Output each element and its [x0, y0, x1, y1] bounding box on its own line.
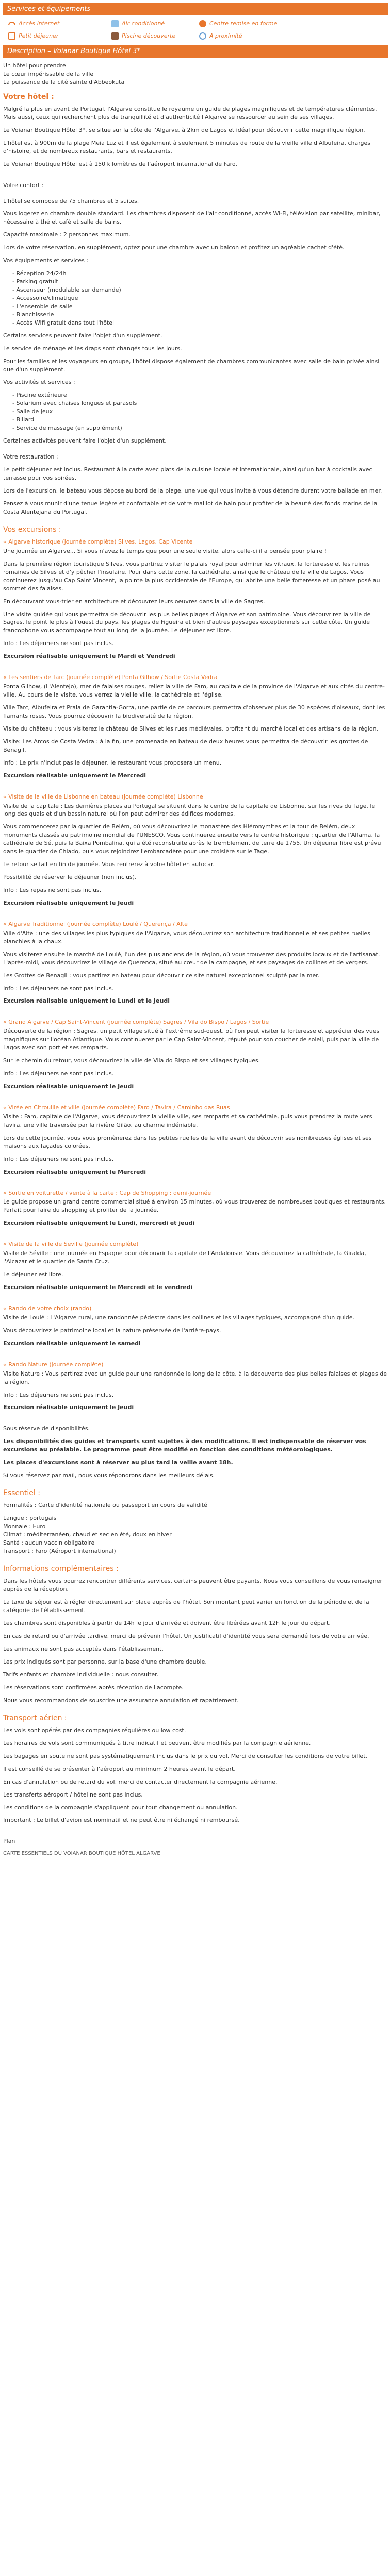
excursion-paragraph: En découvrant vous-trier en architecture et découvrez leurs oeuvres dans la ville de Sagres. — [3, 598, 265, 605]
excursion-title: « Visite de la ville de Lisbonne en bateau (journée complète) Lisbonne — [3, 793, 203, 800]
equipment-list: - Réception 24/24h - Parking gratuit - Ascenseur (modulable sur demande) - Accessoire/climatique - L'ensemble de salle - Blanchisserie - Accès Wifi gratuit dans tout l'hôtel — [12, 270, 121, 326]
hotel-section-title: Votre hôtel : — [3, 92, 54, 101]
breakfast-icon — [8, 32, 15, 40]
transport-paragraph: En cas d'annulation ou de retard du vol, merci de contacter directement la compagnie aérienne. — [3, 1778, 278, 1785]
info-paragraph: La taxe de séjour est à régler directement sur place auprès de l'hôtel. Son montant peut varier en fonction de la période et de la catégorie de l'établissement. — [3, 1599, 369, 1614]
info-paragraph: Les prix indiqués sont par personne, sur la base d'une chambre double. — [3, 1658, 207, 1665]
services-title-bar: Services et équipements — [3, 3, 388, 15]
info-paragraph: Tarifs enfants et chambre individuelle : nous consulter. — [3, 1671, 159, 1678]
service-label: A proximité — [209, 32, 242, 39]
service-label: Piscine découverte — [122, 32, 176, 39]
excursion-note: Info : Les déjeuners ne sont pas inclus. — [3, 640, 114, 647]
excursion-paragraph: Le guide propose un grand centre commercial situé à environ 15 minutes, où vous trouverez de nombreuses boutiques et restaurants. Parfait pour faire du shopping et profiter de la journée. — [3, 1198, 386, 1214]
excursion-paragraph: Le retour se fait en fin de journée. Vous rentrerez à votre hôtel en autocar. — [3, 861, 215, 868]
equipment-title: Vos équipements et services : — [3, 257, 89, 264]
comfort-paragraph: Lors de votre réservation, en supplément, optez pour une chambre avec un balcon et profitez un agréable cachet d'été. — [3, 244, 345, 251]
service-pool — [111, 32, 199, 40]
excursion-note: Info : Les déjeuners ne sont pas inclus. — [3, 985, 114, 992]
service-label: Accès internet — [19, 20, 60, 27]
restaurant-paragraph: Pensez à vous munir d'une tenue légère et confortable et de votre maillot de bain pour profiter de la beauté des fonds marins de la Costa Alentejana du Portugal. — [3, 500, 378, 515]
excursion-note: Info : Le prix n'inclut pas le déjeuner, le restaurant vous proposera un menu. — [3, 759, 222, 766]
excursion-title: « Algarve historique (journée complète) Silves, Lagos, Cap Vicente — [3, 538, 193, 545]
hotel-paragraph: Le Voianar Boutique Hôtel est à 150 kilomètres de l'aéroport international de Faro. — [3, 160, 237, 167]
excursion-paragraph: Une journée en Algarve... Si vous n'avez le temps que pour une seule visite, alors celle-ci il a pensée pour plaire ! — [3, 547, 327, 554]
excursion-paragraph: Vous commencerez par la quartier de Belém, où vous découvrirez le monastère des Hiéronymites et la tour de Belém, deux monuments classés au patrimoine mondial de l'UNESCO. Vous continuerez ensuite vers le centre historique : quartier de l'Alfama, la cathédrale de Sé, puis la Baixa Pombalina, qui a été reconstruite après le tremblement de terre de 1755. Un déjeuner libre est prévu dans le quartier de Chiado, puis vous rejoindrez l'embarcadère pour une croisière sur le Tage. — [3, 823, 381, 855]
service-air-conditioning — [111, 20, 199, 28]
restaurant-title: Votre restauration : — [3, 453, 58, 461]
transport-paragraph: Important : Le billet d'avion est nominatif et ne peut être ni échangé ni remboursé. — [3, 1817, 240, 1824]
excursion-paragraph: Ponta Gilhow, (L'Alentejo), mer de falaises rouges, reliez la ville de Faro, au capitale de la province de l'Algarve et aux cités du centre-ville. Au cours de la visite, vous verrez la vieille ville, la cathédrale et l'église. — [3, 683, 385, 699]
service-internet — [8, 20, 111, 28]
comfort-paragraph: L'hôtel se compose de 75 chambres et 5 suites. — [3, 197, 139, 205]
excursion-availability: Excursion réalisable uniquement le Mercredi — [3, 1168, 146, 1175]
essentials-intro: Formalités : Carte d'identité nationale ou passeport en cours de validité — [3, 1502, 207, 1509]
excursion-paragraph: Ville d'Alte : une des villages les plus typiques de l'Algarve, vous découvrirez son architecture traditionnelle et ses petites ruelles blanchies à la chaux. — [3, 929, 370, 945]
excursion-note: Info : Les déjeuners ne sont pas inclus. — [3, 1070, 114, 1077]
excursion-availability: Excursion réalisable uniquement le samedi — [3, 1340, 141, 1347]
essentials-title: Essentiel : — [3, 1489, 40, 1498]
excursions-footer: Sous réserve de disponibilités. — [3, 1425, 90, 1432]
excursion-paragraph: Ville Tarc, Albufeira et Praia de Garantia-Gorra, une partie de ce parcours permettra d'observer plus de 30 espèces d'oiseaux, dont les flamants roses. Vous pourrez découvrir la biodiversité de la région. — [3, 704, 385, 719]
hotel-paragraph: Le Voianar Boutique Hôtel 3*, se situe sur la côte de l'Algarve, à 2km de Lagos et idéal pour découvrir cette magnifique région. — [3, 126, 365, 133]
excursions-footer: Les places d'excursions sont à réserver au plus tard la veille avant 18h. — [3, 1459, 233, 1466]
restaurant-paragraph: Lors de l'excursion, le bateau vous dépose au bord de la plage, une vue qui vous invite à vous détendre durant votre ballade en mer. — [3, 487, 382, 494]
excursion-paragraph: Visite de Loulé : L'Algarve rural, une randonnée pédestre dans les collines et les villages typiques, accompagné d'un guide. — [3, 1314, 355, 1321]
excursion-paragraph: Une visite guidée qui vous permettra de découvrir les plus belles plages d'Algarve et son patrimoine. Vous découvrirez la ville de Sagres, le point le plus à l'ouest du pays, les plages de Figueira et bien d'autres paysages exceptionnels sur cette côte. Un guide francophone vous accompagne tout au long de la journée. Le déjeuner est libre. — [3, 611, 371, 634]
excursion-title: « Virée en Citrouille et ville (journée complète) Faro / Tavira / Caminho das Ruas — [3, 1104, 230, 1111]
excursion-paragraph: Visite de Séville : une journée en Espagne pour découvrir la capitale de l'Andalousie. Vous découvrirez la cathédrale, la Giralda, l'Alcazar et le quartier de Santa Cruz. — [3, 1250, 366, 1265]
hotel-paragraph: Malgré la plus en avant de Portugal, l'Algarve constitue le royaume un guide de plages magnifiques et de températures clémentes. Mais aussi, ceux qui recherchent plus de tranquillité et d'authenticité l'Algarve se ressourcer au sein de ses villages. — [3, 105, 377, 121]
transport-title: Transport aérien : — [3, 1714, 67, 1722]
excursion-note: Info : Les repas ne sont pas inclus. — [3, 887, 102, 894]
info-title: Informations complémentaires : — [3, 1565, 119, 1573]
excursions-footer: Si vous réservez par mail, nous vous répondrons dans les meilleurs délais. — [3, 1472, 215, 1479]
excursion-paragraph: Visite de la capitale : Les dernières places au Portugal se situent dans le centre de la capitale de Lisbonne, sur les rives du Tage, le long des quais et d'un bassin naturel où l'on peut admirer des édifices modernes. — [3, 802, 376, 818]
excursion-availability: Excursion réalisable uniquement le Mercredi et le vendredi — [3, 1284, 193, 1291]
transport-paragraph: Les horaires de vols sont communiqués à titre indicatif et peuvent être modifiés par la compagnie aérienne. — [3, 1739, 311, 1747]
wifi-icon — [8, 22, 15, 25]
service-fitness — [199, 20, 287, 28]
excursion-title: « Algarve Traditionnel (journée complète) Loulé / Querença / Alte — [3, 920, 188, 927]
excursion-paragraph: Possibilité de réserver le déjeuner (non inclus). — [3, 874, 137, 881]
excursion-title: « Rando Nature (journée complète) — [3, 1361, 104, 1368]
excursion-note: Info : Les déjeuners ne sont pas inclus. — [3, 1155, 114, 1162]
excursion-paragraph: Visite: Les Arcos de Costa Vedra : à la fin, une promenade en bateau de deux heures vous permettra de découvrir les grottes de Benagil. — [3, 738, 368, 753]
comfort-paragraph: Pour les familles et les voyageurs en groupe, l'hôtel dispose également de chambres communicantes avec salle de bain privée ainsi que d'un supplément. — [3, 358, 380, 373]
service-breakfast — [8, 32, 111, 40]
restaurant-paragraph: Le petit déjeuner est inclus. Restaurant à la carte avec plats de la cuisine locale et internationale, ainsi qu'un bar à cocktails avec terrasse pour vos soirées. — [3, 466, 372, 481]
info-paragraph: Les chambres sont disponibles à partir de 14h le jour d'arrivée et doivent être libérées avant 12h le jour du départ. — [3, 1620, 331, 1627]
service-label: Centre remise en forme — [209, 20, 278, 27]
excursion-title: « Rando de votre choix (rando) — [3, 1304, 92, 1312]
excursion-paragraph: Les Grottes de Benagil : vous partirez en bateau pour découvrir ce site naturel exceptionnel sculpté par la mer. — [3, 972, 320, 979]
service-nearby — [199, 32, 287, 40]
transport-paragraph: Les transferts aéroport / hôtel ne sont pas inclus. — [3, 1791, 143, 1798]
info-paragraph: Dans les hôtels vous pourrez rencontrer différents services, certains peuvent être payants. Nous vous conseillons de vous renseigner auprès de la réception. — [3, 1578, 383, 1593]
excursion-availability: Excursion réalisable uniquement le Jeudi — [3, 899, 134, 906]
hotel-paragraph: L'hôtel est à 900m de la plage Meia Luz et il est également à seulement 5 minutes de route de la vieille ville d'Albufeira, charges d'histoire, et de nombreux restaurants, bars et restaurants. — [3, 139, 371, 155]
excursions-title: Vos excursions : — [3, 525, 61, 534]
excursion-paragraph: Visite : Faro, capitale de l'Algarve, vous découvrirez la vieille ville, ses remparts et sa cathédrale, puis vous prendrez la route vers Tavira, une ville traversée par la rivière Gilão, au charme indéniable. — [3, 1113, 372, 1128]
info-paragraph: Les réservations sont confirmées après réception de l'acompte. — [3, 1684, 184, 1691]
excursion-availability: Excursion réalisable uniquement le Jeudi — [3, 1404, 134, 1411]
info-paragraph: En cas de retard ou d'arrivée tardive, merci de prévenir l'hôtel. Un justificatif d'identité vous sera demandé lors de votre arrivée. — [3, 1633, 369, 1639]
comfort-paragraph: Le service de ménage et les draps sont changés tous les jours. — [3, 345, 182, 352]
service-label: Petit déjeuner — [19, 32, 59, 39]
pool-icon — [111, 32, 119, 40]
nearby-icon — [199, 32, 206, 40]
excursion-availability: Excursion réalisable uniquement le Jeudi — [3, 1083, 134, 1090]
services-grid — [8, 20, 388, 40]
transport-paragraph: Il est conseillé de se présenter à l'aéroport au minimum 2 heures avant le départ. — [3, 1765, 236, 1772]
plan-caption: CARTE ESSENTIELS DU VOIANAR BOUTIQUE HÔTEL ALGARVE — [3, 1851, 160, 1857]
excursion-availability: Excursion réalisable uniquement le Lundi, mercredi et jeudi — [3, 1219, 194, 1227]
transport-paragraph: Les conditions de la compagnie s'appliquent pour tout changement ou annulation. — [3, 1804, 238, 1811]
activities-list: - Piscine extérieure - Solarium avec chaises longues et parasols - Salle de jeux - Billard - Service de massage (en supplément) — [12, 392, 137, 432]
excursion-paragraph: Dans la première région touristique Silves, vous partirez visiter le palais royal pour admirer les vitraux, la forteresse et les ruines romaines de Silves et d'y pêcher l'insulaire. Pour dans cette zone, la cathédrale, ainsi que le château de la ville de Lagos. Vous continuerez jusqu'au Cap Saint Vincent, la pointe la plus occidentale de l'Europe, qui abrite une belle forteresse et un phare posé au sommet des falaises. — [3, 560, 380, 592]
service-label: Air conditionné — [122, 20, 165, 27]
info-paragraph: Les animaux ne sont pas acceptés dans l'établissement. — [3, 1645, 164, 1652]
excursion-note: Info : Les déjeuners ne sont pas inclus. — [3, 1391, 114, 1398]
excursion-paragraph: Visite du château : vous visiterez le château de Silves et les rues médiévales, profitant du marché local et des artisans de la région. — [3, 725, 379, 732]
transport-paragraph: Les vols sont opérés par des compagnies régulières ou low cost. — [3, 1726, 186, 1734]
excursion-paragraph: Le déjeuner est libre. — [3, 1271, 63, 1278]
excursion-paragraph: Lors de cette journée, vous vous promènerez dans les petites ruelles de la ville avant de découvrir ses nombreuses églises et ses maisons aux façades colorées. — [3, 1134, 372, 1149]
air-conditioning-icon — [111, 20, 119, 27]
excursion-availability: Excursion réalisable uniquement le Lundi et le Jeudi — [3, 997, 170, 1005]
excursion-paragraph: Découverte de la région : Sagres, un petit village situé à l'extrême sud-ouest, où l'on peut visiter la forteresse et apprécier des vues magnifiques sur l'océan Atlantique. Vous continuerez par le Cap Saint-Vincent, réputé pour son coucher de soleil, puis par la ville de Lagos avec son port et ses remparts. — [3, 1028, 380, 1052]
excursion-title: « Visite de la ville de Seville (journée complète) — [3, 1241, 139, 1248]
comfort-paragraph: Certaines activités peuvent faire l'objet d'un supplément. — [3, 437, 167, 445]
excursion-availability: Excursion réalisable uniquement le Mercredi — [3, 772, 146, 779]
comfort-paragraph: Capacité maximale : 2 personnes maximum. — [3, 231, 131, 239]
excursion-paragraph: Sur le chemin du retour, vous découvrirez la ville de Vila do Bispo et ses villages typiques. — [3, 1057, 260, 1064]
transport-paragraph: Les bagages en soute ne sont pas systématiquement inclus dans le prix du vol. Merci de consulter les conditions de votre billet. — [3, 1752, 367, 1759]
comfort-paragraph: Vous logerez en chambre double standard. Les chambres disposent de l'air conditionné, accès Wi-Fi, télévision par satellite, minibar, nécessaire à thé et café et salle de bains. — [3, 210, 381, 226]
description-title-bar: Description – Voianar Boutique Hôtel 3* — [3, 45, 388, 58]
excursion-paragraph: Vous visiterez ensuite le marché de Loulé, l'un des plus anciens de la région, où vous trouverez des produits locaux et de l'artisanat. L'après-midi, vous découvrirez le village de Querença, situé au cœur de la campagne, et ses paysages de collines et de vergers. — [3, 951, 380, 966]
excursion-title: « Grand Algarve / Cap Saint-Vincent (journée complète) Sagres / Vila do Bispo / Lagos / Sortie — [3, 1019, 269, 1026]
excursion-availability: Excursion réalisable uniquement le Mardi et Vendredi — [3, 653, 175, 660]
plan-title: Plan — [3, 1838, 15, 1845]
excursion-title: « Sortie en voiturette / vente à la carte : Cap de Shopping : demi-journée — [3, 1189, 211, 1196]
excursion-title: « Les sentiers de Tarc (journée complète) Ponta Gilhow / Sortie Costa Vedra — [3, 674, 218, 681]
excursion-paragraph: Visite Nature : Vous partirez avec un guide pour une randonnée le long de la côte, à la découverte des plus belles falaises et plages de la région. — [3, 1370, 387, 1385]
comfort-title: Votre confort : — [3, 181, 44, 189]
description-intro: Un hôtel pour prendre Le cœur impérissable de la ville La puissance de la cité sainte d'Abbeokuta — [3, 62, 125, 86]
fitness-icon — [199, 20, 206, 27]
essentials-list: Langue : portugais Monnaie : Euro Climat : méditerranéen, chaud et sec en été, doux en hiver Santé : aucun vaccin obligatoire Transport : Faro (Aéroport international) — [3, 1515, 172, 1555]
comfort-paragraph: Certains services peuvent faire l'objet d'un supplément. — [3, 332, 162, 339]
excursions-footer: Les disponibilités des guides et transports sont sujettes à des modifications. Il est indispensable de réserver vos excursions au préalable. Le programme peut être modifié en fonction des conditions météorologiques. — [3, 1438, 366, 1453]
page — [0, 3, 391, 1858]
info-paragraph: Nous vous recommandons de souscrire une assurance annulation et rapatriement. — [3, 1697, 239, 1704]
excursion-paragraph: Vous découvrirez le patrimoine local et la nature préservée de l'arrière-pays. — [3, 1327, 221, 1334]
activities-title: Vos activités et services : — [3, 379, 75, 386]
